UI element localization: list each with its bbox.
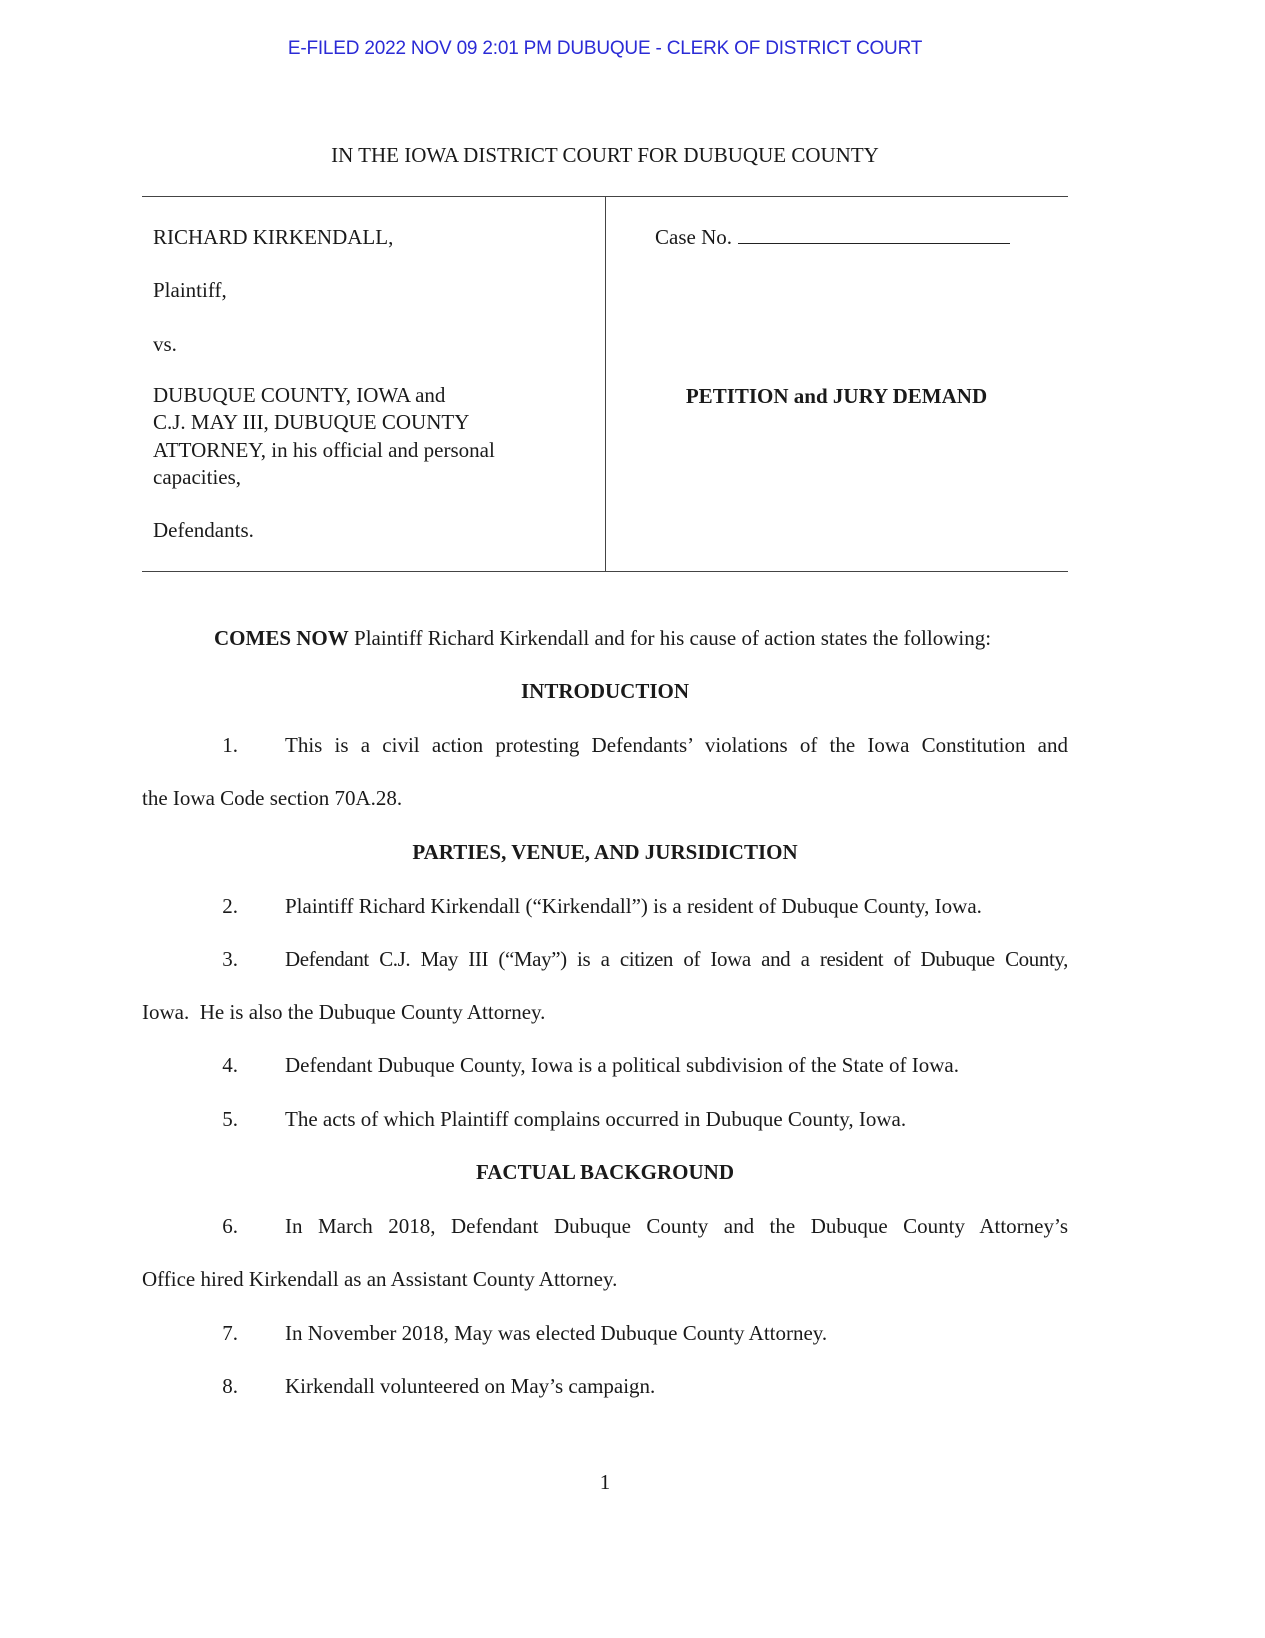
paragraph-number: 4. xyxy=(222,1053,238,1077)
document-title: PETITION and JURY DEMAND xyxy=(685,384,988,408)
defendants-line: capacities, xyxy=(153,464,242,489)
paragraph-text: Defendant C.J. May III (“May”) is a citizen of Iowa and a resident of Dubuque County, xyxy=(285,947,1068,971)
defendants-label: Defendants. xyxy=(153,518,254,542)
caption-bottom-rule xyxy=(142,571,1068,572)
paragraph-text: Iowa. He is also the Dubuque County Attorney. xyxy=(142,1000,546,1024)
paragraph-number: 6. xyxy=(222,1214,238,1238)
defendants-names xyxy=(153,382,495,491)
paragraph-text: Office hired Kirkendall as an Assistant County Attorney. xyxy=(142,1267,618,1291)
versus: vs. xyxy=(153,332,177,356)
paragraph-text: Defendant Dubuque County, Iowa is a political subdivision of the State of Iowa. xyxy=(285,1053,959,1077)
paragraph-number: 2. xyxy=(222,894,238,918)
heading-introduction: INTRODUCTION xyxy=(520,679,690,703)
comes-now: COMES NOW xyxy=(214,626,349,650)
heading-factual-background: FACTUAL BACKGROUND xyxy=(475,1160,735,1184)
heading-parties: PARTIES, VENUE, AND JURSIDICTION xyxy=(412,840,798,864)
case-number-label: Case No. xyxy=(655,225,732,249)
plaintiff-name: RICHARD KIRKENDALL, xyxy=(153,225,394,249)
paragraph-number: 7. xyxy=(222,1321,238,1345)
paragraph-number: 1. xyxy=(222,733,238,757)
efiled-stamp: E-FILED 2022 NOV 09 2:01 PM DUBUQUE - CLERK OF DISTRICT COURT xyxy=(287,38,923,59)
paragraph-number: 3. xyxy=(222,947,238,971)
case-number xyxy=(655,223,1010,251)
paragraph-text: The acts of which Plaintiff complains occurred in Dubuque County, Iowa. xyxy=(285,1107,907,1131)
case-number-blank xyxy=(738,223,1010,244)
page-number: 1 xyxy=(599,1470,611,1494)
court-title: IN THE IOWA DISTRICT COURT FOR DUBUQUE COUNTY xyxy=(331,143,879,167)
defendants-line: DUBUQUE COUNTY, IOWA and xyxy=(153,383,446,407)
paragraph-text: Plaintiff Richard Kirkendall (“Kirkendall”) is a resident of Dubuque County, Iowa. xyxy=(285,894,982,918)
plaintiff-label: Plaintiff, xyxy=(153,278,227,302)
defendants-line: ATTORNEY, in his official and personal xyxy=(153,437,495,462)
paragraph-text: the Iowa Code section 70A.28. xyxy=(142,786,403,810)
paragraph-text: Kirkendall volunteered on May’s campaign. xyxy=(285,1374,656,1398)
paragraph-text: In November 2018, May was elected Dubuque County Attorney. xyxy=(285,1321,828,1345)
paragraph-text: This is a civil action protesting Defendants’ violations of the Iowa Constitution and xyxy=(285,733,1068,757)
intro-sentence xyxy=(214,624,991,652)
paragraph-number: 5. xyxy=(222,1107,238,1131)
defendants-line: C.J. MAY III, DUBUQUE COUNTY xyxy=(153,410,470,435)
intro-text: Plaintiff Richard Kirkendall and for his cause of action states the following: xyxy=(348,626,992,650)
paragraph-text: In March 2018, Defendant Dubuque County and the Dubuque County Attorney’s xyxy=(285,1214,1068,1238)
paragraph-number: 8. xyxy=(222,1374,238,1398)
